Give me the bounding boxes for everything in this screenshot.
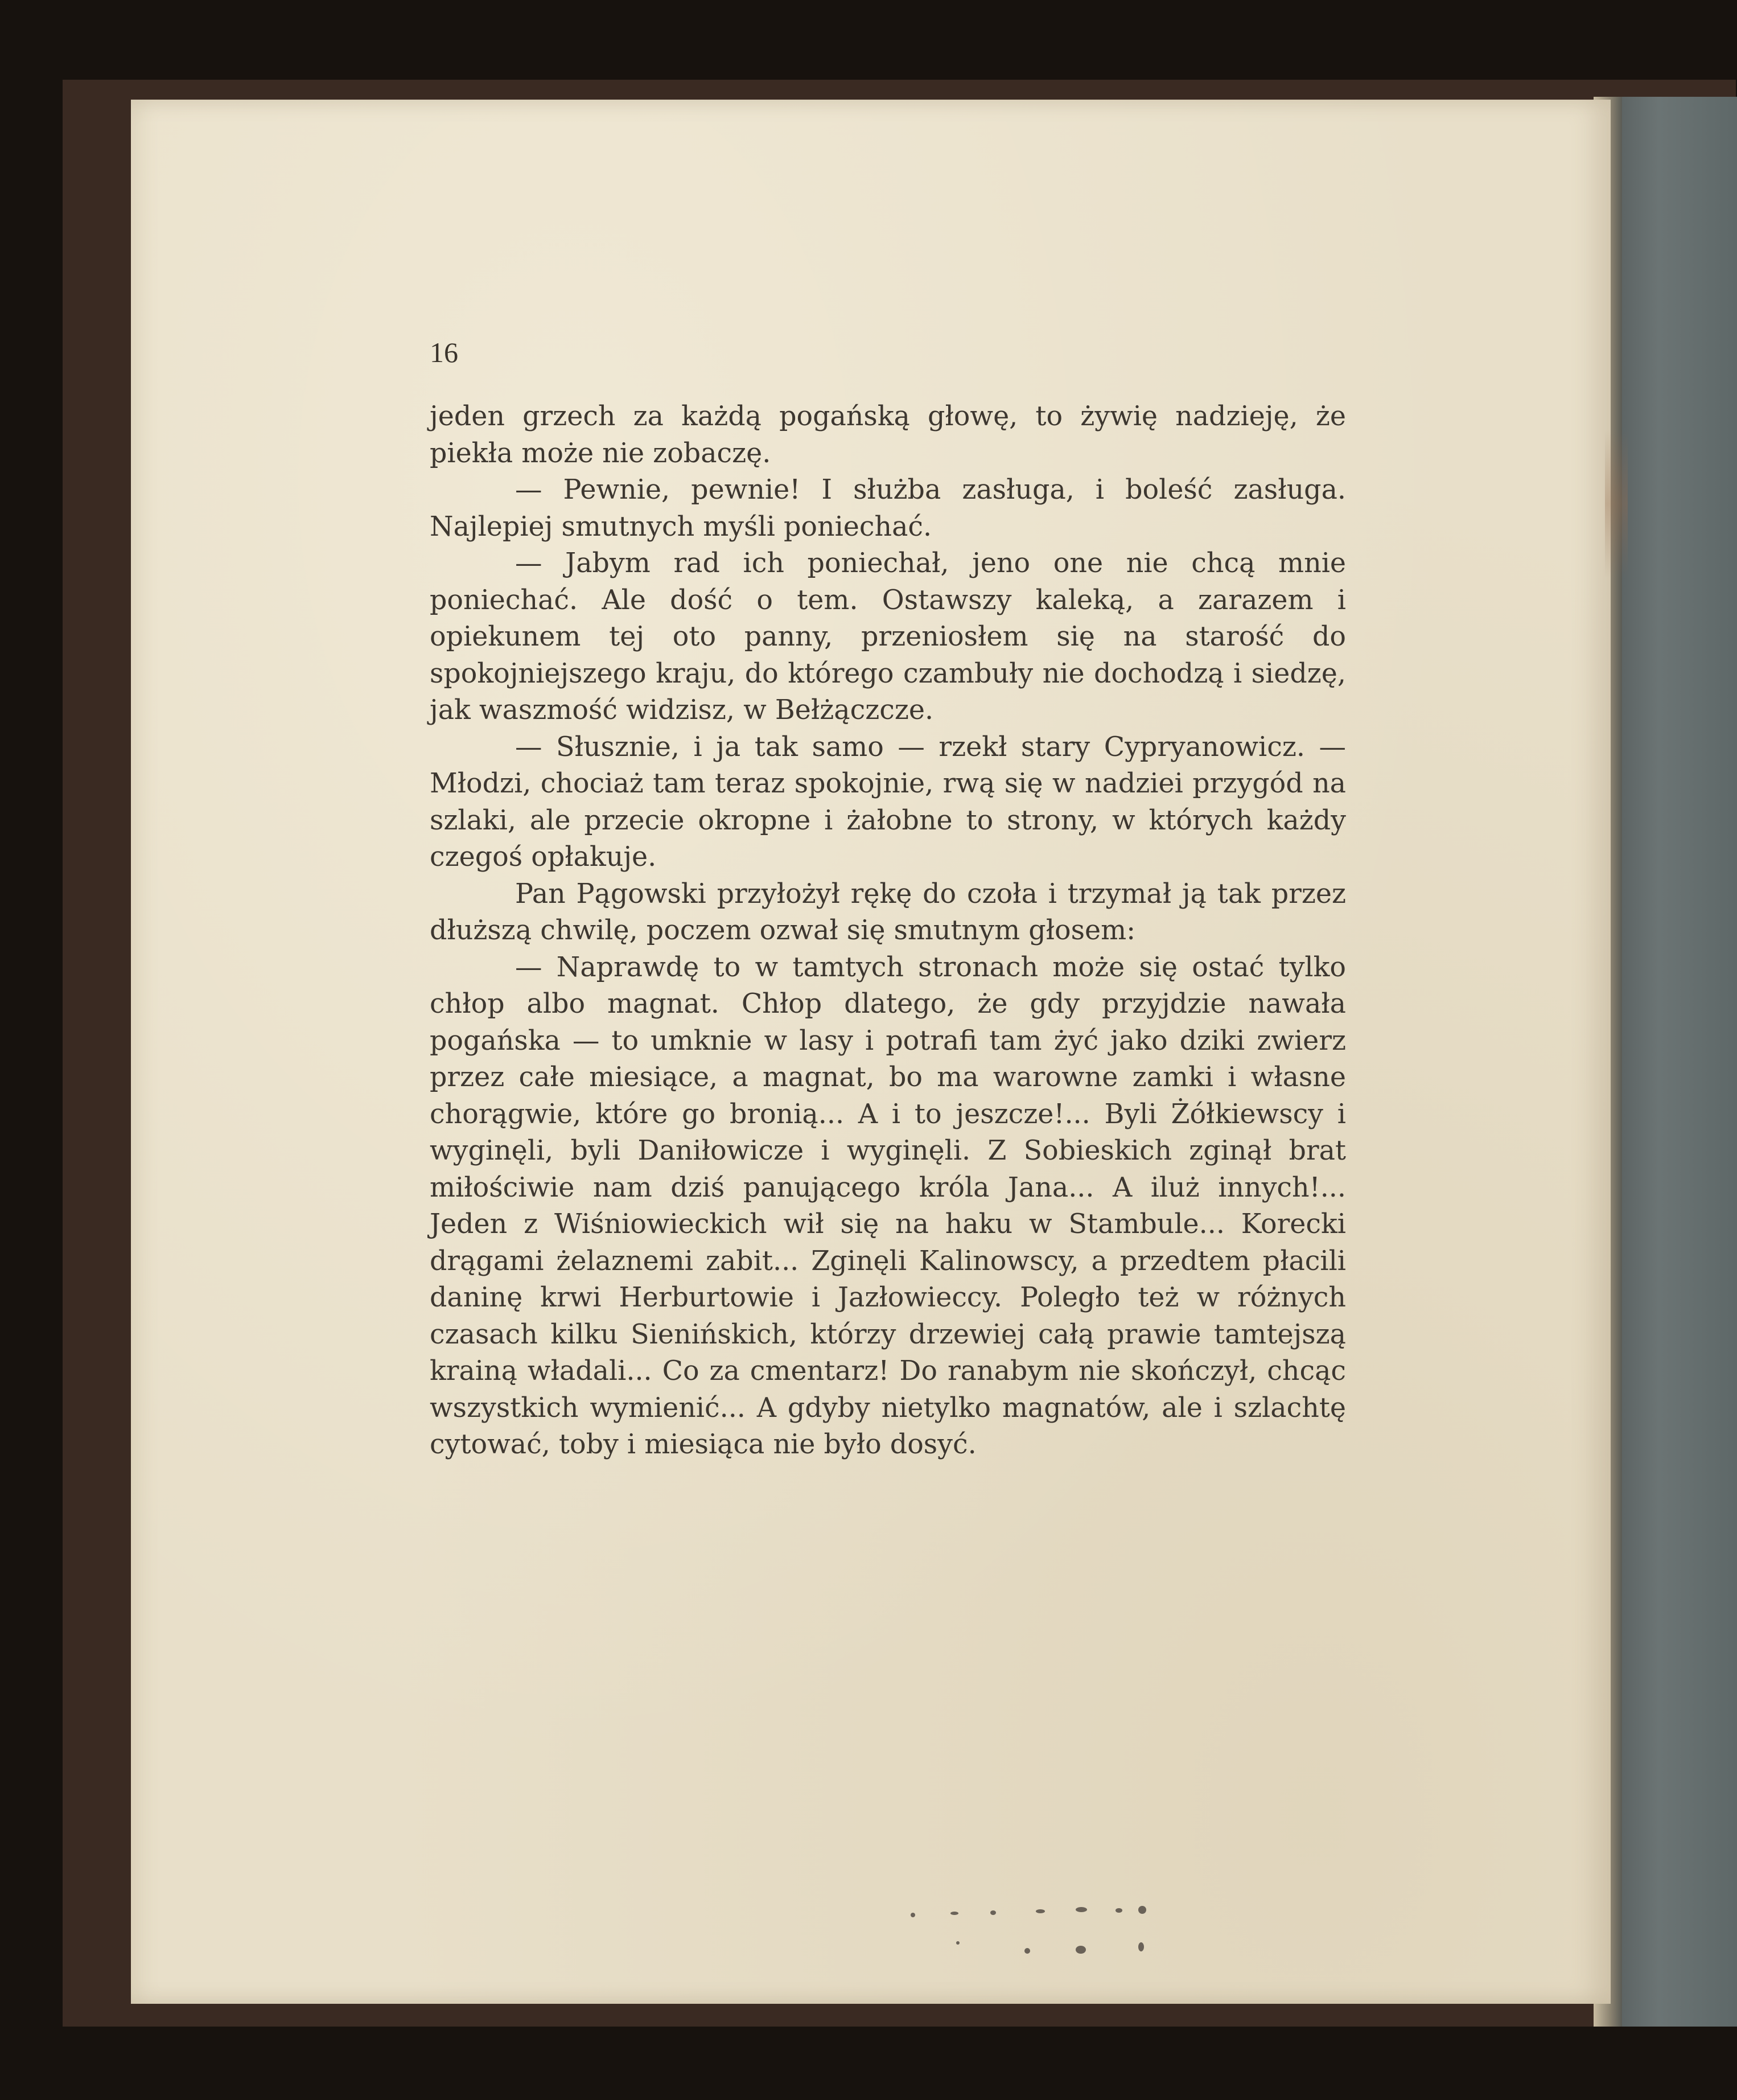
paragraph: Pan Pągowski przyłożył rękę do czoła i trzymał ją tak przez dłuższą chwilę, poczem ozwał się smutnym głosem: (430, 878, 1346, 946)
paragraph: — Pewnie, pewnie! I służba zasługa, i boleść zasługa. Najlepiej smutnych myśli poniechać. (430, 474, 1346, 543)
paragraph: — Słusznie, i ja tak samo — rzekł stary Cypryanowicz. — Młodzi, chociaż tam teraz spokojnie, rwą się w nadziei przygód na szlaki, ale przecie okropne i żałobne to strony, w których każdy czegoś opłakuje. (430, 731, 1346, 873)
paragraph: jeden grzech za każdą pogańską głowę, to żywię nadzieję, że piekła może nie zobaczę. (430, 401, 1346, 469)
paper-stain (1605, 430, 1628, 578)
paragraph: — Naprawdę to w tamtych stronach może się ostać tylko chłop albo magnat. Chłop dlatego, że gdy przyjdzie nawała pogańska — to umknie w lasy i potrafi tam żyć jako dziki zwierz przez całe miesiące, a magnat, bo ma warowne zamki i własne chorągwie, które go bronią... A i to jeszcze!... Byli Żółkiewscy i wyginęli, byli Daniłowicze i wyginęli. Z Sobieskich zginął brat miłościwie nam dziś panującego króla Jana... A iluż innych!... Jeden z Wiśniowieckich wił się na haku w Stambule... Korecki drągami żelaznemi zabit... Zginęli Kalinowscy, a przedtem płacili daninę krwi Herburtowie i Jazłowieccy. Poległo też w różnych czasach kilku Sienińskich, którzy drzewiej całą prawie tamtejszą krainą władali... Co za cmentarz! Do ranabym nie skończył, chcąc wszystkich wymienić... A gdyby nietylko magnatów, ale i szlachtę cytować, toby i miesiąca nie było dosyć. (430, 951, 1346, 1460)
page-text (430, 398, 1346, 1464)
paragraph: — Jabym rad ich poniechał, jeno one nie chcą mnie poniechać. Ale dość o tem. Ostawszy kaleką, a zarazem i opiekunem tej oto panny, przeniosłem się na starość do spokojniejszego kraju, do którego czambuły nie dochodzą i siedzę, jak waszmość widzisz, w Bełżączcze. (430, 548, 1346, 726)
endpaper (1616, 97, 1737, 2027)
page-number: 16 (430, 336, 458, 368)
ink-specks (888, 1890, 1207, 1975)
